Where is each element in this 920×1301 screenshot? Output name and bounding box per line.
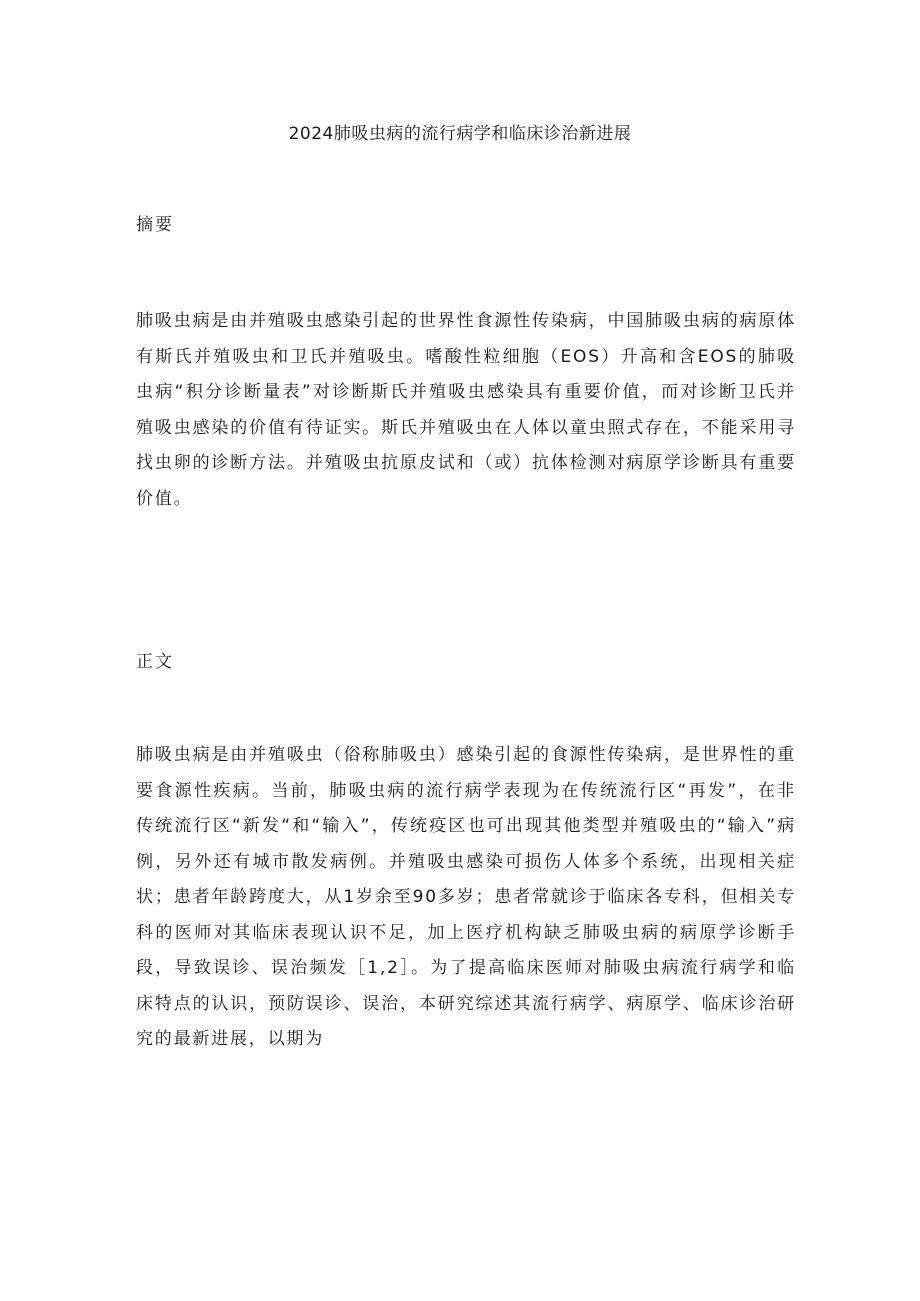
body-heading: 正文 xyxy=(136,652,174,672)
abstract-paragraph: 肺吸虫病是由并殖吸虫感染引起的世界性食源性传染病，中国肺吸虫病的病原体有斯氏并殖吸虫和卫氏并殖吸虫。嗜酸性粒细胞（EOS）升高和含EOS的肺吸虫病“积分诊断量表”对诊断斯氏并殖吸虫感染具有重要价值，而对诊断卫氏并殖吸虫感染的价值有待证实。斯氏并殖吸虫在人体以童虫照式存在，不能采用寻找虫卵的诊断方法。并殖吸虫抗原皮试和（或）抗体检测对病原学诊断具有重要价值。 xyxy=(136,311,796,509)
abstract-heading: 摘要 xyxy=(136,215,174,235)
document-title: 2024肺吸虫病的流行病学和临床诊治新进展 xyxy=(288,124,632,144)
body-paragraph: 肺吸虫病是由并殖吸虫（俗称肺吸虫）感染引起的食源性传染病，是世界性的重要食源性疾病。当前，肺吸虫病的流行病学表现为在传统流行区“再发”，在非传统流行区“新发“和“输入”，传统疫区也可出现其他类型并殖吸虫的“输入”病例，另外还有城市散发病例。并殖吸虫感染可损伤人体多个系统，出现相关症状；患者年龄跨度大，从1岁余至90多岁；患者常就诊于临床各专科，但相关专科的医师对其临床表现认识不足，加上医疗机构缺乏肺吸虫病的病原学诊断手段，导致误诊、误治频发［1,2］。为了提高临床医师对肺吸虫病流行病学和临床特点的认识，预防误诊、误治，本研究综述其流行病学、病原学、临床诊治研究的最新进展，以期为 xyxy=(136,745,796,1049)
